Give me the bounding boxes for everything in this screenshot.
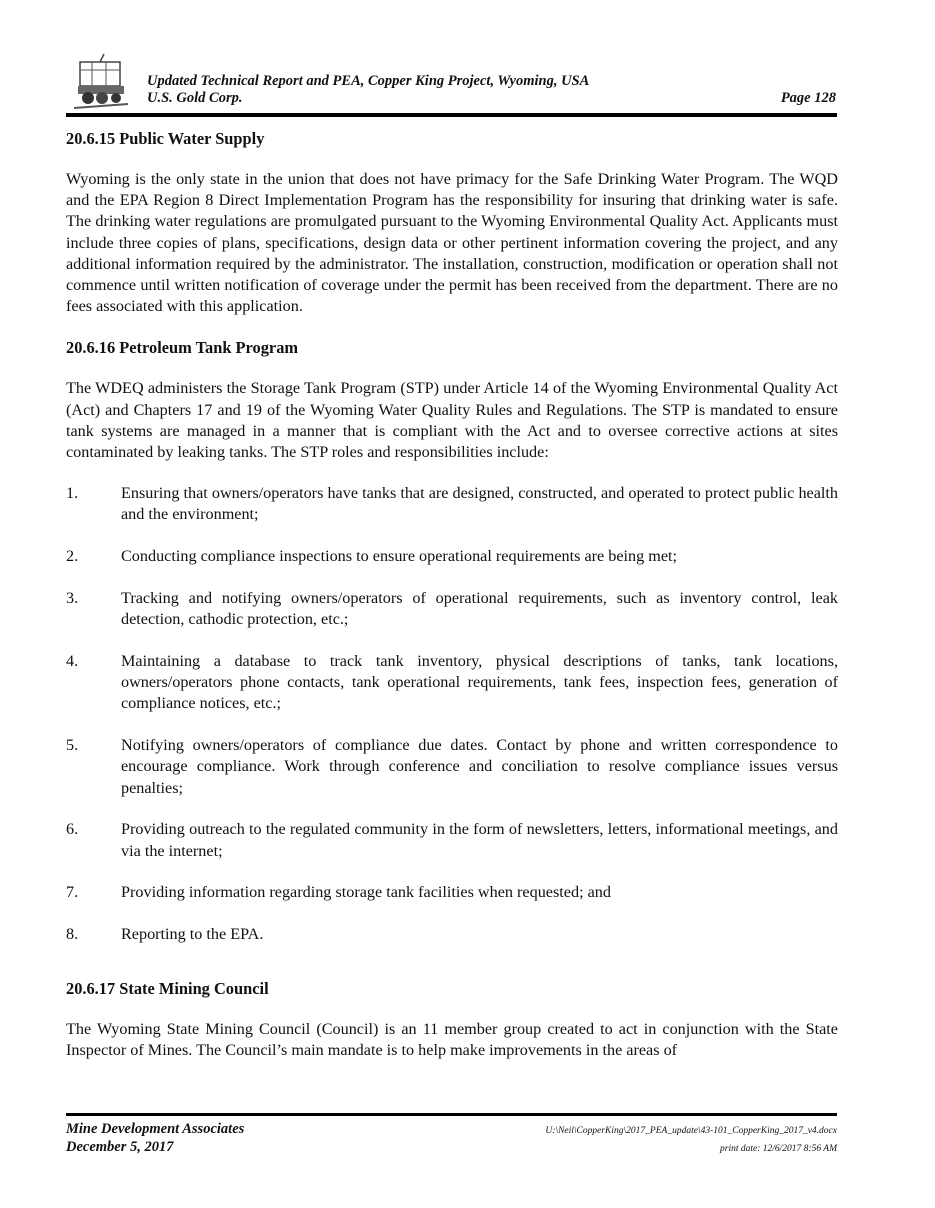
- responsibilities-list: [66, 483, 838, 945]
- section-heading: 20.6.17 State Mining Council: [66, 979, 269, 999]
- list-item: [66, 588, 838, 630]
- section-public-water-supply: [66, 128, 838, 317]
- list-number: 3.: [66, 589, 79, 608]
- list-text: Notifying owners/operators of compliance due dates. Contact by phone and written correspondence to encourage compliance. Work through conference and conciliation to resolve compliance issues versus penalties;: [121, 736, 838, 797]
- footer-date: December 5, 2017: [66, 1139, 174, 1155]
- list-item: [66, 651, 838, 715]
- section-heading: 20.6.15 Public Water Supply: [66, 129, 265, 148]
- report-title: Updated Technical Report and PEA, Copper King Project, Wyoming, USA: [147, 73, 590, 89]
- list-item: [66, 882, 838, 903]
- list-text: Reporting to the EPA.: [121, 925, 264, 944]
- header-divider: [66, 113, 837, 117]
- footer-file-path: U:\Neil\CopperKing\2017_PEA_update\43-101_CopperKing_2017_v4.docx: [545, 1126, 837, 1136]
- list-number: 8.: [66, 925, 79, 944]
- list-item: [66, 483, 838, 525]
- document-body: [66, 128, 838, 1061]
- footer-print-date: print date: 12/6/2017 8:56 AM: [720, 1144, 837, 1154]
- footer-divider: [66, 1113, 837, 1116]
- section-paragraph: The Wyoming State Mining Council (Council) is an 11 member group created to act in conjunction with the State Inspector of Mines. The Council’s main mandate is to help make improvements in the areas of: [66, 1020, 838, 1060]
- list-text: Providing outreach to the regulated community in the form of newsletters, letters, informational meetings, and via the internet;: [121, 820, 838, 860]
- list-number: 6.: [66, 820, 79, 839]
- list-item: [66, 546, 838, 567]
- company-name: U.S. Gold Corp.: [147, 90, 243, 106]
- list-text: Ensuring that owners/operators have tanks that are designed, constructed, and operated to protect public health and the environment;: [121, 484, 838, 524]
- list-number: 2.: [66, 547, 79, 566]
- list-item: [66, 819, 838, 861]
- list-text: Providing information regarding storage tank facilities when requested; and: [121, 883, 611, 902]
- section-state-mining-council: [66, 978, 838, 1061]
- list-number: 7.: [66, 883, 79, 902]
- section-heading: 20.6.16 Petroleum Tank Program: [66, 338, 299, 358]
- page-number: Page 128: [780, 90, 836, 106]
- mining-cart-logo-icon: [70, 52, 132, 114]
- footer-company: Mine Development Associates: [66, 1121, 245, 1137]
- section-paragraph: Wyoming is the only state in the union that does not have primacy for the Safe Drinking Water Program. The WQD and the EPA Region 8 Direct Implementation Program has the responsibility for insuring that drinking water is safe. The drinking water regulations are promulgated pursuant to the Wyoming Environmental Quality Act. Applicants must include three copies of plans, specifications, design data or other pertinent information covering the project, and any additional information required by the administrator. The installation, construction, modification or operation shall not commence until written notification of coverage under the permit has been received from the department. There are no fees associated with this application.: [66, 170, 838, 316]
- section-petroleum-tank-program: [66, 337, 838, 945]
- list-item: [66, 735, 838, 799]
- list-text: Maintaining a database to track tank inventory, physical descriptions of tanks, tank locations, owners/operators phone contacts, tank operational requirements, tank fees, inspection fees, generation of compliance notices, etc.;: [121, 652, 838, 713]
- list-number: 1.: [66, 484, 79, 503]
- list-text: Tracking and notifying owners/operators of operational requirements, such as inventory control, leak detection, cathodic protection, etc.;: [121, 589, 838, 629]
- list-text: Conducting compliance inspections to ensure operational requirements are being met;: [121, 547, 678, 566]
- section-paragraph: The WDEQ administers the Storage Tank Program (STP) under Article 14 of the Wyoming Environmental Quality Act (Act) and Chapters 17 and 19 of the Wyoming Water Quality Rules and Regulations. The STP is mandated to ensure tank systems are managed in a manner that is compliant with the Act and to oversee corrective actions at sites contaminated by leaking tanks. The STP roles and responsibilities include:: [66, 379, 838, 462]
- list-number: 4.: [66, 652, 79, 671]
- list-number: 5.: [66, 736, 79, 755]
- list-item: [66, 924, 838, 945]
